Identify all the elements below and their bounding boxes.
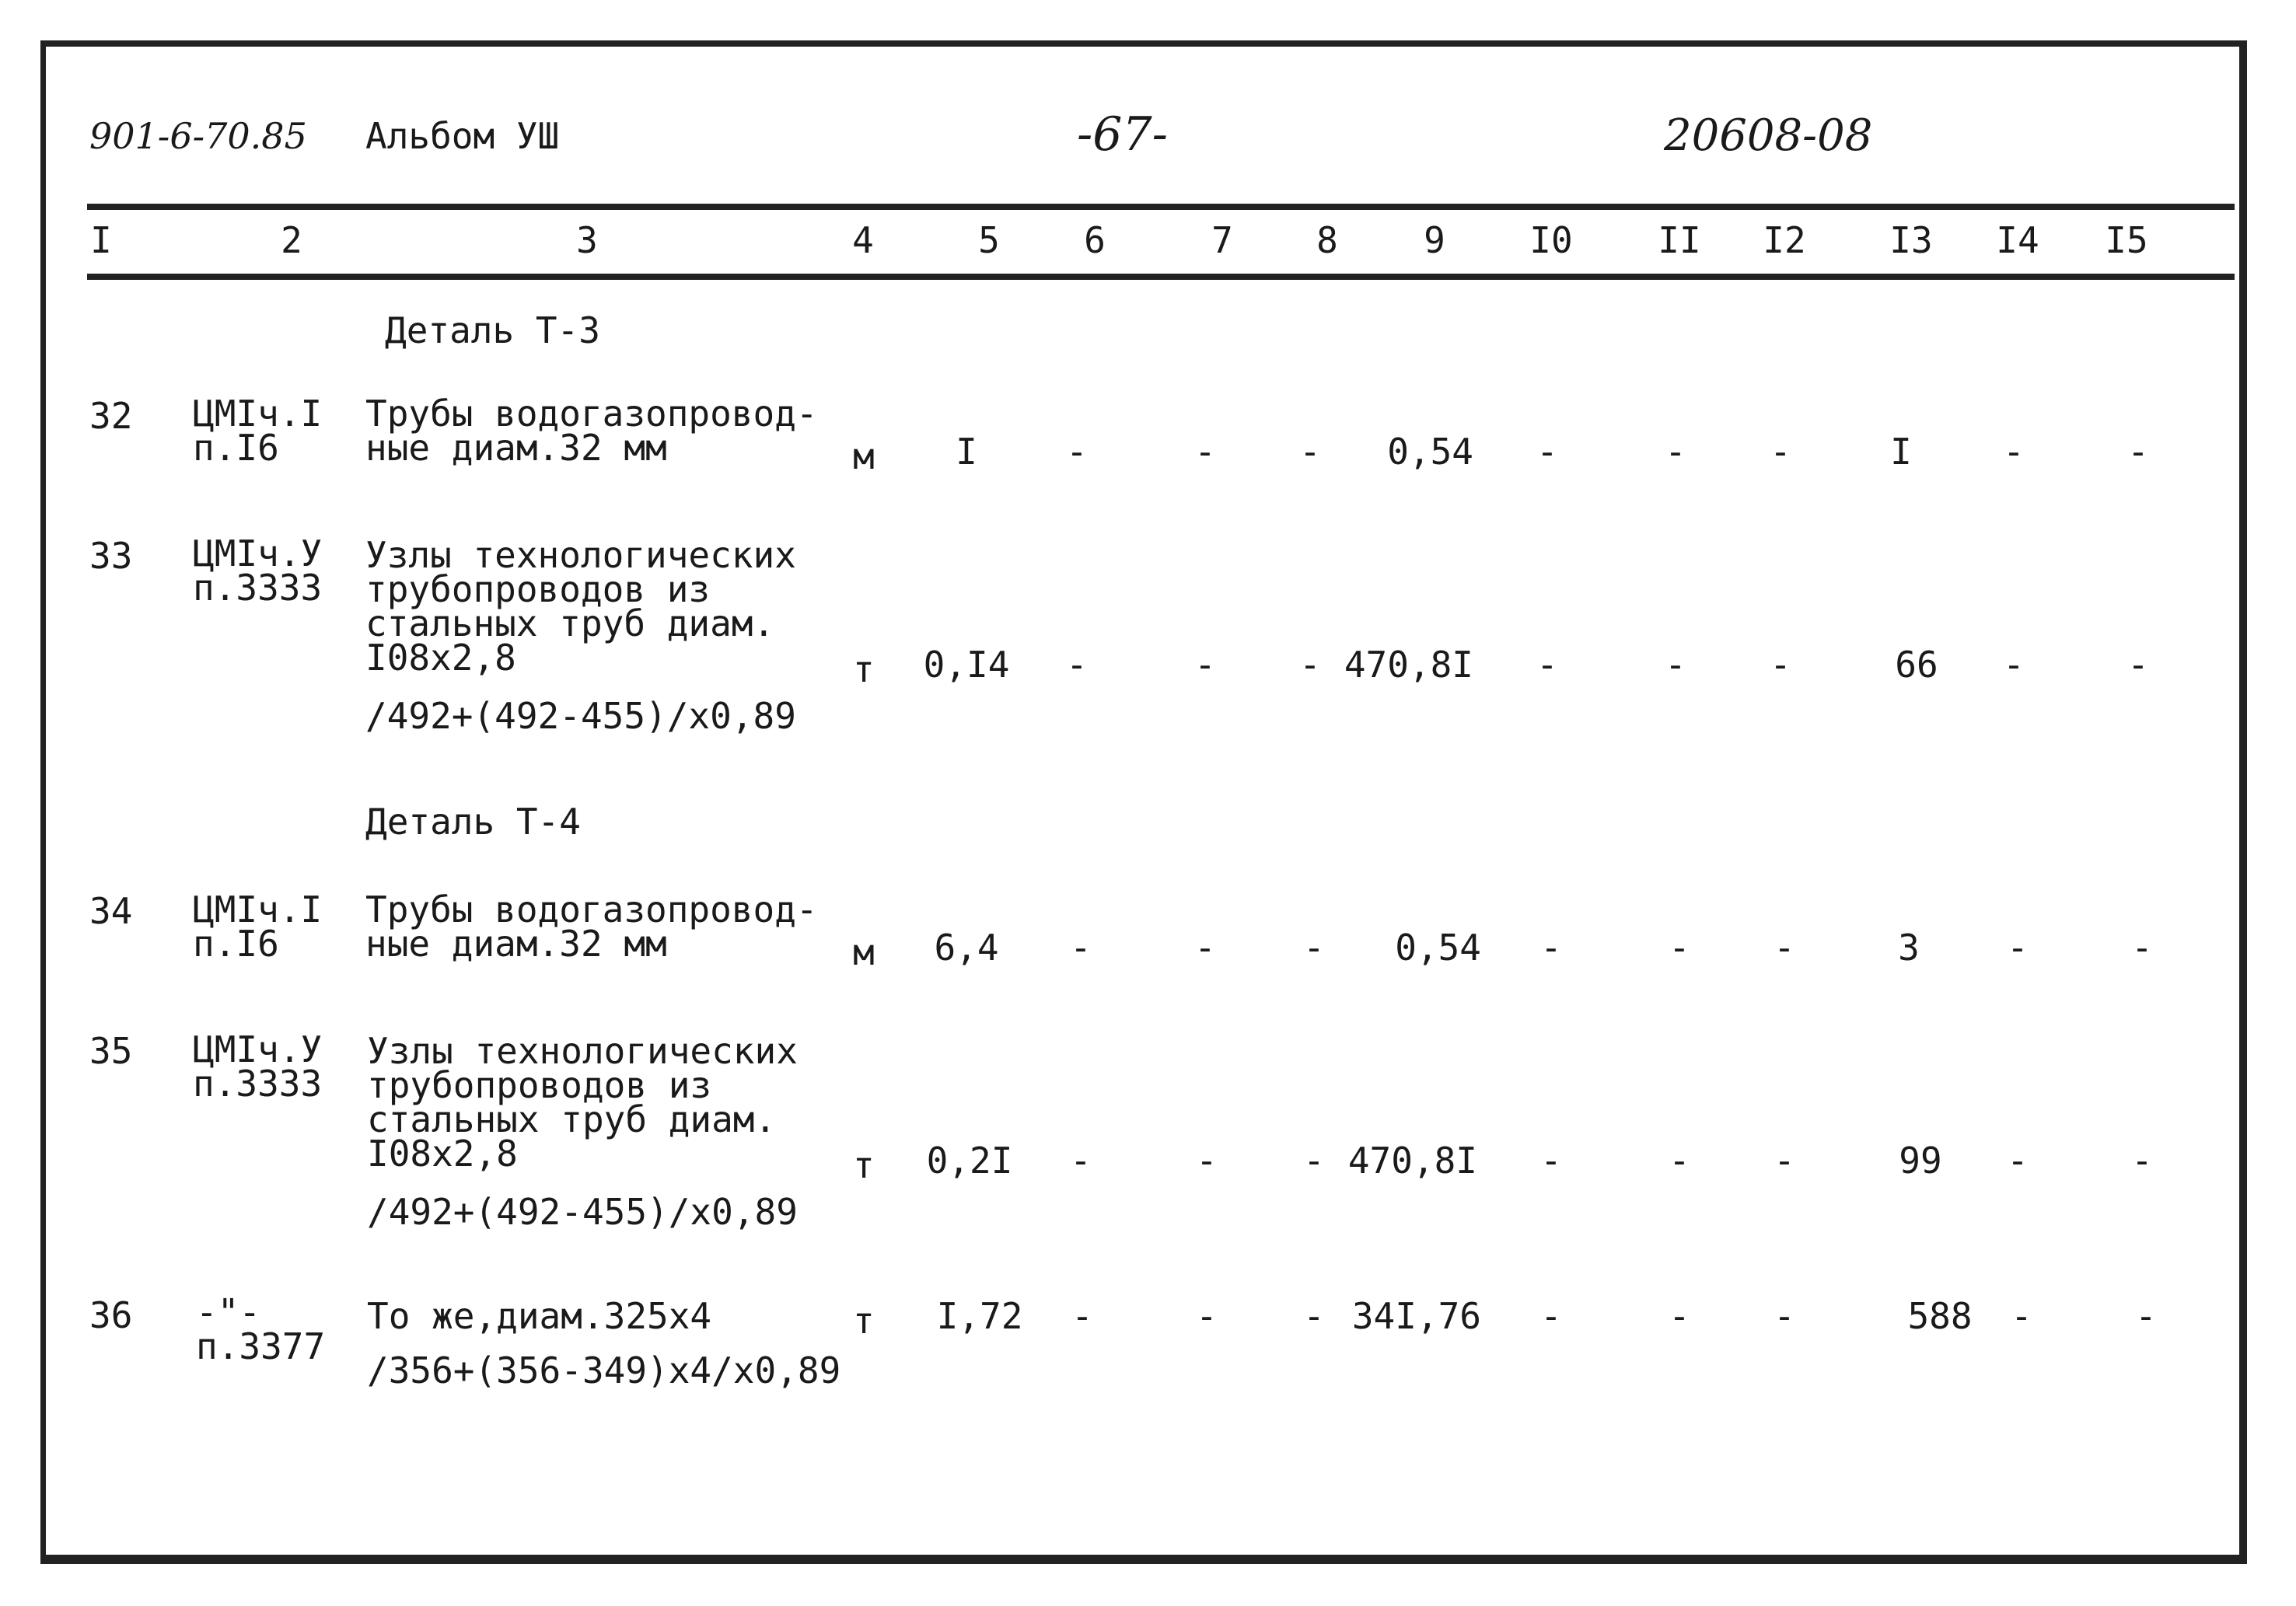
row-col8: - [1299,644,1321,686]
col-header-2: 2 [281,219,302,261]
col-header-11: II [1658,219,1701,261]
row-col9: 470,8I [1347,1140,1477,1182]
row-unit: т [853,648,875,690]
section-title: Деталь Т-4 [365,801,581,843]
row-col7: - [1194,927,1216,969]
row-col14: - [2011,1295,2032,1337]
row-col6: - [1070,927,1092,969]
col-header-12: I2 [1763,219,1806,261]
row-col15: - [2135,1295,2157,1337]
row-number: 34 [89,890,133,932]
row-col5: 6,4 [934,927,999,969]
row-col9: 34I,76 [1351,1295,1481,1337]
row-col15: - [2131,1140,2153,1182]
header-rule-top [87,204,2235,210]
row-col10: - [1540,1295,1562,1337]
row-number: 32 [89,395,133,437]
col-header-4: 4 [852,219,874,261]
row-col7: - [1196,1140,1218,1182]
doc-number: 20608-08 [1664,110,1873,161]
col-header-9: 9 [1424,219,1445,261]
row-col5: I,72 [936,1295,1023,1337]
row-formula: /356+(356-349)х4/х0,89 [367,1349,841,1391]
row-col11: - [1665,644,1686,686]
row-col11: - [1665,431,1686,473]
row-reference: ЦМIч.У п.3333 [193,532,323,609]
col-header-8: 8 [1316,219,1338,261]
row-col5: I [956,431,977,473]
row-unit: м [853,931,875,973]
row-unit: м [853,435,875,477]
row-col6: - [1066,644,1088,686]
row-col15: - [2127,431,2149,473]
row-col12: - [1774,927,1795,969]
row-col6: - [1066,431,1088,473]
row-description: Узлы технологических трубопроводов из стальных труб диам. I08х2,8 [367,1030,798,1175]
row-col8: - [1303,927,1325,969]
col-header-6: 6 [1084,219,1106,261]
row-col10: - [1536,644,1558,686]
row-col14: - [2003,644,2025,686]
row-col11: - [1669,1140,1690,1182]
row-description: Трубы водогазопровод- ные диам.32 мм [365,393,818,469]
row-col7: - [1194,644,1216,686]
row-reference: ЦМIч.У п.3333 [193,1028,323,1105]
row-number: 36 [89,1294,133,1336]
row-col8: - [1303,1140,1325,1182]
row-col13: 588 [1907,1295,1973,1337]
row-number: 35 [89,1030,133,1072]
col-header-13: I3 [1889,219,1933,261]
row-col13: 3 [1898,927,1920,969]
row-col13: 66 [1895,644,1938,686]
row-col13: I [1890,431,1912,473]
col-header-10: I0 [1529,219,1573,261]
row-col12: - [1770,644,1791,686]
row-col11: - [1669,927,1690,969]
row-col10: - [1540,927,1562,969]
row-col9: 0,54 [1387,431,1473,473]
row-col15: - [2131,927,2153,969]
col-header-1: I [90,219,112,261]
col-header-15: I5 [2105,219,2148,261]
row-reference: -"- п.3377 [196,1291,326,1367]
row-col12: - [1774,1295,1795,1337]
row-col9: 0,54 [1395,927,1481,969]
row-col12: - [1774,1140,1795,1182]
row-col12: - [1770,431,1791,473]
header-rule-bottom [87,274,2235,280]
row-col10: - [1540,1140,1562,1182]
col-header-5: 5 [978,219,1000,261]
row-col13: 99 [1899,1140,1942,1182]
row-col6: - [1070,1140,1092,1182]
row-description: То же,диам.325х4 [367,1295,712,1337]
col-header-14: I4 [1996,219,2039,261]
row-col7: - [1194,431,1216,473]
row-col9: 470,8I [1344,644,1473,686]
row-unit: т [853,1300,875,1342]
row-col6: - [1071,1295,1093,1337]
row-col14: - [2007,1140,2029,1182]
row-col10: - [1536,431,1558,473]
col-header-7: 7 [1211,219,1233,261]
row-unit: т [853,1144,875,1186]
row-col14: - [2003,431,2025,473]
row-col5: 0,I4 [923,644,1010,686]
row-description: Трубы водогазопровод- ные диам.32 мм [365,889,818,965]
row-col15: - [2127,644,2149,686]
row-formula: /492+(492-455)/х0,89 [365,695,796,737]
row-col11: - [1669,1295,1690,1337]
document-code: 901-6-70.85 [89,115,307,157]
row-col8: - [1299,431,1321,473]
row-formula: /492+(492-455)/х0,89 [367,1191,798,1233]
page-number: -67- [1077,107,1168,162]
album-label: Альбом УШ [365,115,560,157]
row-reference: ЦМIч.I п.I6 [193,393,323,469]
row-col7: - [1196,1295,1218,1337]
row-col5: 0,2I [926,1140,1013,1182]
col-header-3: 3 [576,219,598,261]
row-col8: - [1303,1295,1325,1337]
row-reference: ЦМIч.I п.I6 [193,889,323,965]
section-title: Деталь Т-3 [385,309,600,351]
row-col14: - [2007,927,2029,969]
row-number: 33 [89,535,133,577]
row-description: Узлы технологических трубопроводов из стальных труб диам. I08х2,8 [365,534,796,679]
